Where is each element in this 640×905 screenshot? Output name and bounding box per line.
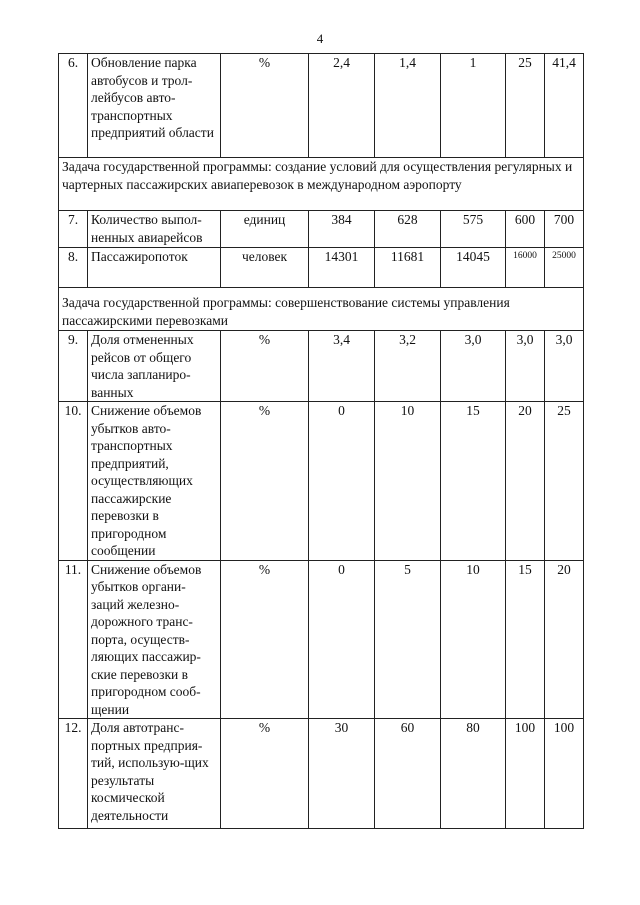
value-cell: 60 bbox=[375, 719, 441, 829]
value-cell: 3,0 bbox=[506, 331, 545, 402]
indicator-name: Снижение объемов убытков авто-транспортных предприятий, осуществляющих пассажирские перевозки в пригородном сообщении bbox=[88, 402, 221, 561]
value-cell: 1 bbox=[441, 54, 506, 158]
value-cell: 15 bbox=[506, 560, 545, 719]
value-cell: 384 bbox=[309, 211, 375, 248]
value-cell: 10 bbox=[441, 560, 506, 719]
table-row bbox=[59, 331, 584, 402]
table-row bbox=[59, 719, 584, 829]
table-row bbox=[59, 560, 584, 719]
table-row bbox=[59, 248, 584, 288]
value-cell: 3,4 bbox=[309, 331, 375, 402]
value-cell: 0 bbox=[309, 402, 375, 561]
indicator-name: Снижение объемов убытков органи-заций железно-дорожного транс-порта, осуществ-ляющих пассажир-ские перевозки в пригородном сооб-щении bbox=[88, 560, 221, 719]
value-cell: 3,0 bbox=[441, 331, 506, 402]
indicator-name: Количество выпол-ненных авиарейсов bbox=[88, 211, 221, 248]
table-row bbox=[59, 54, 584, 158]
row-number: 7. bbox=[59, 211, 88, 248]
section-heading: Задача государственной программы: создание условий для осуществления регулярных и чартерных пассажирских авиаперевозок в международном аэропорту bbox=[59, 158, 584, 211]
indicator-name: Обновление парка автобусов и трол-лейбусов авто-транспортных предприятий области bbox=[88, 54, 221, 158]
row-number: 6. bbox=[59, 54, 88, 158]
row-number: 8. bbox=[59, 248, 88, 288]
value-cell: 3,2 bbox=[375, 331, 441, 402]
value-cell: 100 bbox=[545, 719, 584, 829]
value-cell: 3,0 bbox=[545, 331, 584, 402]
value-cell: 25 bbox=[545, 402, 584, 561]
value-cell: 14301 bbox=[309, 248, 375, 288]
value-cell: 575 bbox=[441, 211, 506, 248]
unit-cell: единиц bbox=[221, 211, 309, 248]
value-cell: 80 bbox=[441, 719, 506, 829]
indicator-name: Пассажиропоток bbox=[88, 248, 221, 288]
value-cell: 20 bbox=[545, 560, 584, 719]
value-cell: 0 bbox=[309, 560, 375, 719]
indicator-name: Доля отмененных рейсов от общего числа запланиро-ванных bbox=[88, 331, 221, 402]
indicators-table bbox=[58, 53, 584, 829]
value-cell: 100 bbox=[506, 719, 545, 829]
value-cell: 14045 bbox=[441, 248, 506, 288]
row-number: 10. bbox=[59, 402, 88, 561]
value-cell: 41,4 bbox=[545, 54, 584, 158]
unit-cell: % bbox=[221, 54, 309, 158]
value-cell: 16000 bbox=[506, 248, 545, 288]
unit-cell: % bbox=[221, 719, 309, 829]
page-number: 4 bbox=[316, 31, 324, 46]
value-cell: 30 bbox=[309, 719, 375, 829]
value-cell: 600 bbox=[506, 211, 545, 248]
unit-cell: % bbox=[221, 402, 309, 561]
value-cell: 628 bbox=[375, 211, 441, 248]
table-row bbox=[59, 402, 584, 561]
table-row bbox=[59, 211, 584, 248]
section-row bbox=[59, 288, 584, 331]
value-cell: 5 bbox=[375, 560, 441, 719]
unit-cell: человек bbox=[221, 248, 309, 288]
unit-cell: % bbox=[221, 560, 309, 719]
indicator-name: Доля автотранс-портных предприя-тий, использую-щих результаты космической деятельности bbox=[88, 719, 221, 829]
value-cell: 20 bbox=[506, 402, 545, 561]
section-row bbox=[59, 158, 584, 211]
value-cell: 1,4 bbox=[375, 54, 441, 158]
value-cell: 11681 bbox=[375, 248, 441, 288]
unit-cell: % bbox=[221, 331, 309, 402]
section-heading: Задача государственной программы: совершенствование системы управления пассажирскими перевозками bbox=[59, 288, 584, 331]
value-cell: 10 bbox=[375, 402, 441, 561]
value-cell: 2,4 bbox=[309, 54, 375, 158]
row-number: 12. bbox=[59, 719, 88, 829]
row-number: 9. bbox=[59, 331, 88, 402]
value-cell: 25000 bbox=[545, 248, 584, 288]
value-cell: 15 bbox=[441, 402, 506, 561]
value-cell: 25 bbox=[506, 54, 545, 158]
row-number: 11. bbox=[59, 560, 88, 719]
value-cell: 700 bbox=[545, 211, 584, 248]
